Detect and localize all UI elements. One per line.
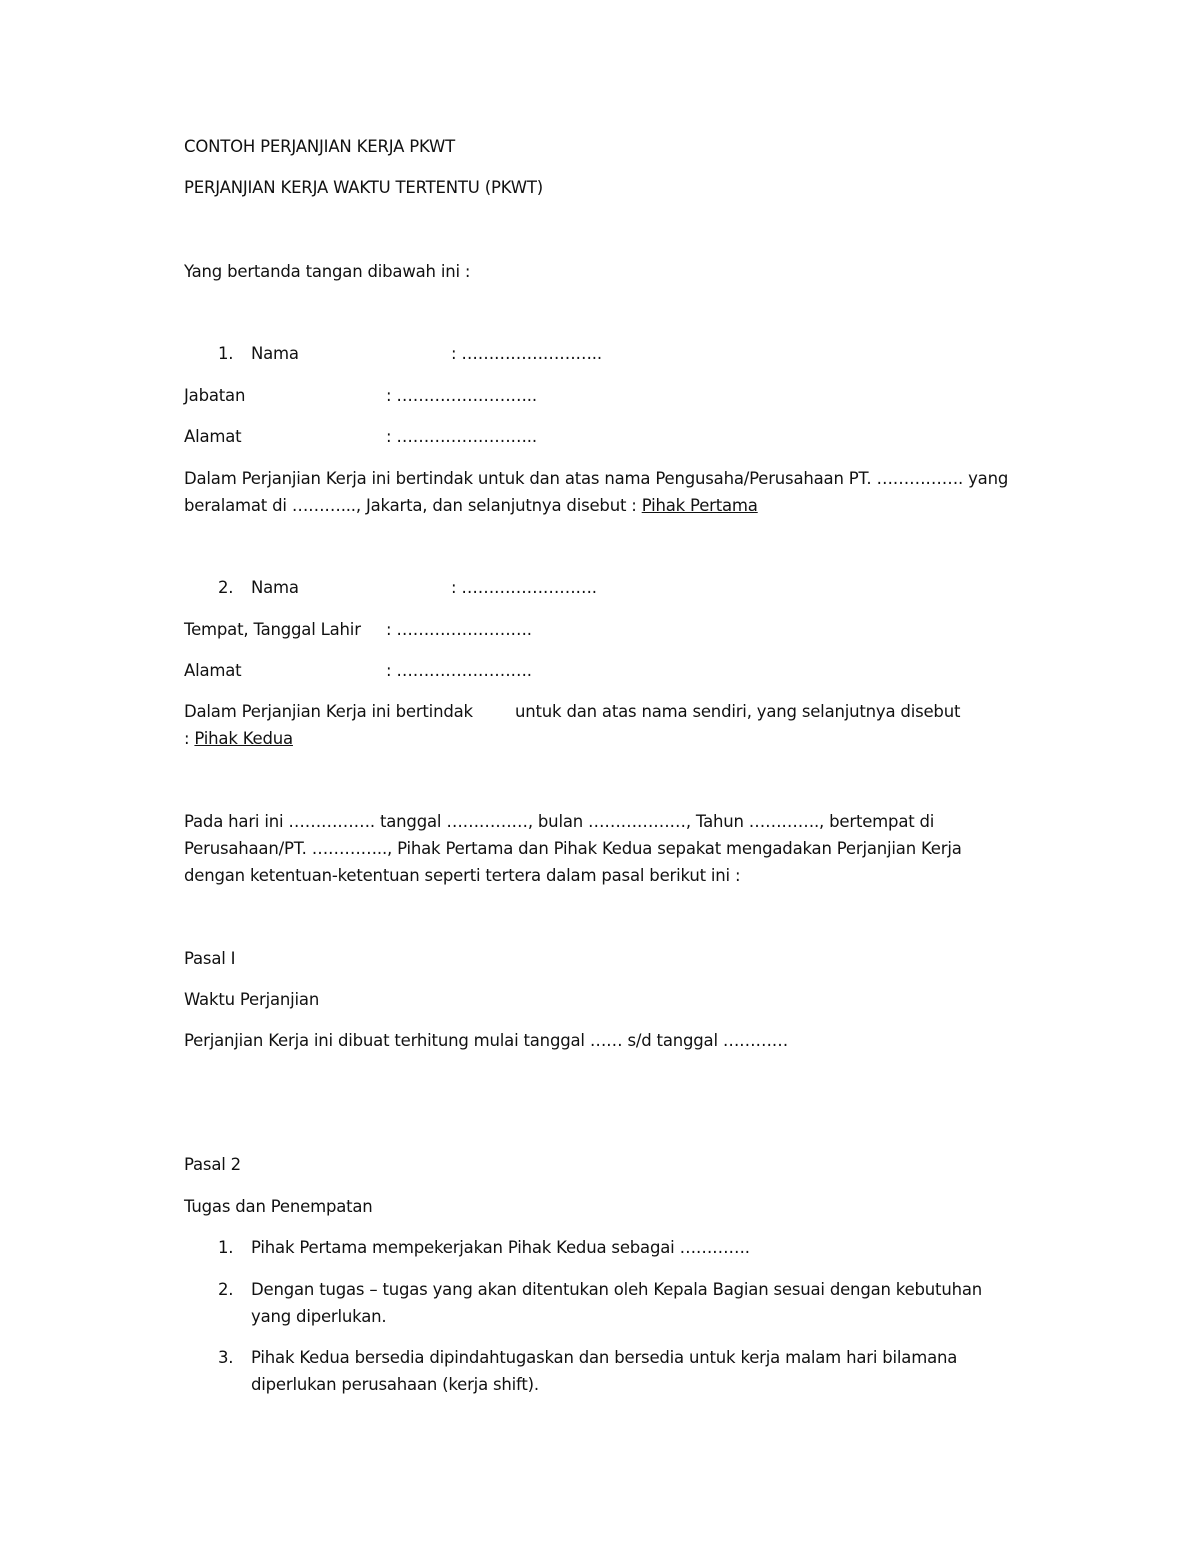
pasal2-item-text-cont: diperlukan perusahaan (kerja shift). [251, 1375, 539, 1394]
agreement-line2: Perusahaan/PT. ………….., Pihak Pertama dan Pihak Kedua sepakat mengadakan Perjanjian Kerja [184, 839, 962, 858]
party1-address-label: Alamat [184, 427, 242, 446]
pasal1-title: Pasal I [184, 949, 236, 968]
party2-name-label: Nama [251, 578, 299, 597]
party2-statement-part1: Dalam Perjanjian Kerja ini bertindak [184, 702, 473, 721]
party2-statement-line2 [184, 725, 293, 752]
document-subheading: PERJANJIAN KERJA WAKTU TERTENTU (PKWT) [184, 178, 543, 197]
party2-reference: Pihak Kedua [194, 729, 293, 748]
pasal2-subtitle: Tugas dan Penempatan [184, 1197, 373, 1216]
party2-statement-text: : [184, 729, 195, 748]
pasal2-item-text-cont: yang diperlukan. [251, 1307, 387, 1326]
party1-reference: Pihak Pertama [641, 496, 758, 515]
intro-text: Yang bertanda tangan dibawah ini : [184, 262, 471, 281]
pasal2-item-number: 3. [218, 1348, 234, 1367]
party1-statement-line2 [184, 492, 758, 519]
party1-position-value: : …………………….. [386, 386, 537, 405]
party1-number: 1. [218, 344, 234, 363]
agreement-line3: dengan ketentuan-ketentuan seperti tertera dalam pasal berikut ini : [184, 866, 741, 885]
party2-address-value: : ……………………. [386, 661, 532, 680]
pasal2-item-number: 2. [218, 1280, 234, 1299]
party2-address-label: Alamat [184, 661, 242, 680]
pasal2-item-text: Dengan tugas – tugas yang akan ditentukan oleh Kepala Bagian sesuai dengan kebutuhan [251, 1280, 983, 1299]
party2-birth-label: Tempat, Tanggal Lahir [184, 620, 361, 639]
agreement-line1: Pada hari ini ……………. tanggal ……………, bulan ………………, Tahun …………., bertempat di [184, 812, 935, 831]
document-heading: CONTOH PERJANJIAN KERJA PKWT [184, 137, 456, 156]
party2-name-value: : ……………………. [451, 578, 597, 597]
party1-position-label: Jabatan [184, 386, 246, 405]
pasal2-item-text: Pihak Kedua bersedia dipindahtugaskan dan bersedia untuk kerja malam hari bilamana [251, 1348, 958, 1367]
party2-statement-part2: untuk dan atas nama sendiri, yang selanjutnya disebut [515, 702, 961, 721]
party1-statement-line1: Dalam Perjanjian Kerja ini bertindak untuk dan atas nama Pengusaha/Perusahaan PT. ……………. yang [184, 469, 1009, 488]
pasal2-title: Pasal 2 [184, 1155, 241, 1174]
pasal2-item-number: 1. [218, 1238, 234, 1257]
party2-birth-value: : ……………………. [386, 620, 532, 639]
party1-address-value: : …………………….. [386, 427, 537, 446]
party1-name-label: Nama [251, 344, 299, 363]
pasal1-text: Perjanjian Kerja ini dibuat terhitung mulai tanggal …… s/d tanggal ………… [184, 1031, 789, 1050]
pasal1-subtitle: Waktu Perjanjian [184, 990, 320, 1009]
party1-statement-text: beralamat di ………..., Jakarta, dan selanjutnya disebut : [184, 496, 642, 515]
party2-number: 2. [218, 578, 234, 597]
party1-name-value: : …………………….. [451, 344, 602, 363]
pasal2-item-text: Pihak Pertama mempekerjakan Pihak Kedua sebagai …………. [251, 1238, 750, 1257]
